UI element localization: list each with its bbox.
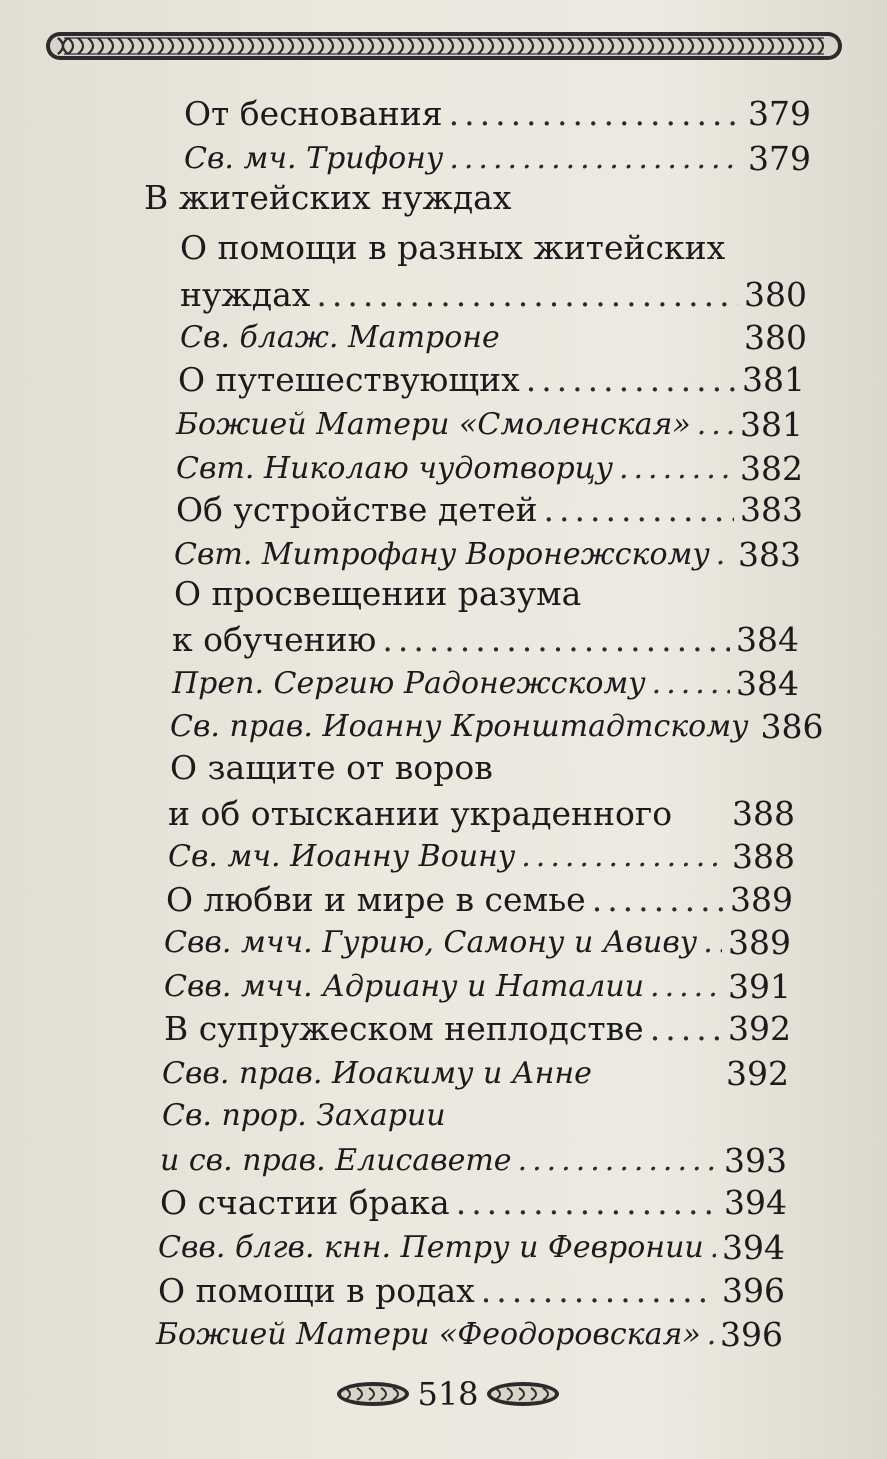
toc-entry <box>160 1141 787 1181</box>
entry-page: 382 <box>740 449 803 488</box>
toc-entry-line: О защите от воров <box>170 748 493 787</box>
page-number: 518 <box>417 1375 479 1413</box>
entry-title: В супружеском неплодстве <box>164 1009 644 1048</box>
entry-title: О любви и мире в семье <box>166 880 586 919</box>
toc-section-heading: В житейских нуждах <box>144 178 512 217</box>
entry-title: Св. мч. Иоанну Воину <box>168 839 516 874</box>
entry-title: Свт. Николаю чудотворцу <box>176 451 613 486</box>
leader-dots <box>652 664 730 704</box>
leader-dots <box>382 620 730 660</box>
toc-entry <box>176 490 803 530</box>
entry-page: 384 <box>736 664 799 703</box>
toc-entry <box>180 318 807 358</box>
entry-page: 389 <box>728 923 791 962</box>
entry-title: Об устройстве детей <box>176 490 538 529</box>
leader-dots <box>707 1315 714 1355</box>
leader-dots <box>518 1141 718 1181</box>
toc-entry <box>164 1009 791 1049</box>
leader-dots <box>481 1271 716 1311</box>
toc-entry <box>164 967 791 1007</box>
leader-dots <box>592 880 724 920</box>
entry-title: Св. прав. Иоанну Кронштадтскому <box>170 709 749 744</box>
leader-dots <box>697 405 734 445</box>
entry-title: Свт. Митрофану Воронежскому <box>174 537 710 572</box>
entry-page: 392 <box>726 1054 789 1093</box>
entry-page: 380 <box>744 275 807 314</box>
entry-page: 379 <box>748 139 811 178</box>
toc-entry <box>166 880 793 920</box>
leader-dots <box>526 360 736 400</box>
leader-dots <box>449 139 742 179</box>
toc-entry <box>164 923 791 963</box>
entry-title: О помощи в родах <box>158 1271 475 1310</box>
leader-dots <box>316 275 738 315</box>
page-footer <box>318 1372 578 1416</box>
entry-page: 383 <box>740 490 803 529</box>
toc-entry <box>172 620 799 660</box>
entry-page: 394 <box>722 1228 785 1267</box>
entry-title: и св. прав. Елисавете <box>160 1143 512 1178</box>
leader-dots <box>544 490 734 530</box>
entry-page: 389 <box>730 880 793 919</box>
leader-dots <box>650 1009 722 1049</box>
toc-entry-line: Св. прор. Захарии <box>162 1098 446 1133</box>
entry-title: Божией Матери «Феодоровская» <box>156 1317 701 1352</box>
entry-page: 393 <box>724 1141 787 1180</box>
entry-page: 388 <box>732 794 795 833</box>
entry-page: 392 <box>728 1009 791 1048</box>
toc-entry <box>184 139 811 179</box>
entry-title: Свв. мчч. Гурию, Самону и Авиву <box>164 925 698 960</box>
entry-title: Божией Матери «Смоленская» <box>176 407 691 442</box>
knot-ornament-right-icon <box>485 1379 561 1409</box>
entry-title: и об отыскании украденного <box>168 794 673 833</box>
entry-title: Св. блаж. Матроне <box>180 320 500 355</box>
entry-page: 381 <box>742 360 805 399</box>
entry-title: Преп. Сергию Радонежскому <box>172 666 646 701</box>
entry-title: нуждах <box>180 275 311 314</box>
entry-page: 396 <box>720 1315 783 1354</box>
entry-page: 379 <box>748 94 811 133</box>
toc-entry <box>184 94 811 134</box>
toc-entry-line: О просвещении разума <box>174 574 582 613</box>
entry-title: Свв. прав. Иоакиму и Анне <box>162 1056 592 1091</box>
entry-page: 380 <box>744 318 807 357</box>
knot-ornament-left-icon <box>335 1379 411 1409</box>
leader-dots <box>716 535 732 575</box>
entry-title: Свв. блгв. кнн. Петру и Февронии <box>158 1230 704 1265</box>
leader-dots <box>619 449 734 489</box>
entry-title: О счастии брака <box>160 1183 450 1222</box>
entry-page: 381 <box>740 405 803 444</box>
leader-dots <box>703 923 722 963</box>
toc-entry <box>170 707 824 747</box>
entry-page: 386 <box>760 707 824 746</box>
entry-page: 383 <box>738 535 801 574</box>
entry-page: 396 <box>722 1271 785 1310</box>
entry-page: 391 <box>728 967 791 1006</box>
entry-title: О путешествующих <box>178 360 520 399</box>
leader-dots <box>449 94 742 134</box>
toc-entry <box>162 1054 789 1094</box>
toc-entry <box>176 449 803 489</box>
entry-title: Св. мч. Трифону <box>184 141 444 176</box>
celtic-knot-border-icon <box>44 24 844 68</box>
toc-entry <box>168 794 795 834</box>
toc-entry-line: О помощи в разных житейских <box>180 228 726 267</box>
toc-entry <box>160 1183 787 1223</box>
leader-dots <box>456 1183 718 1223</box>
toc-entry <box>158 1271 785 1311</box>
toc-entry <box>168 837 795 877</box>
entry-title: От беснования <box>184 94 443 133</box>
toc-entry <box>172 664 799 704</box>
toc-entry <box>174 535 801 575</box>
entry-page: 384 <box>736 620 799 659</box>
leader-dots <box>710 1228 716 1268</box>
toc-entry <box>178 360 805 400</box>
toc-entry <box>176 405 803 445</box>
leader-dots <box>521 837 726 877</box>
toc-entry <box>156 1315 783 1355</box>
toc-entry <box>158 1228 785 1268</box>
entry-page: 388 <box>732 837 795 876</box>
entry-title: Свв. мчч. Адриану и Наталии <box>164 969 645 1004</box>
entry-title: к обучению <box>172 620 377 659</box>
entry-page: 394 <box>724 1183 787 1222</box>
leader-dots <box>650 967 722 1007</box>
toc-entry <box>180 275 807 315</box>
